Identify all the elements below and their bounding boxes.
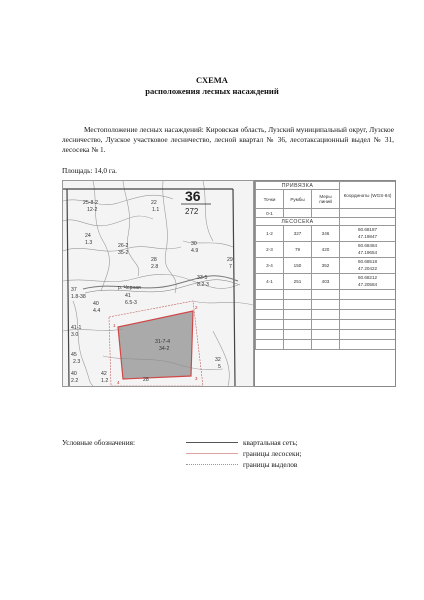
coordinates-table — [254, 180, 396, 387]
table-row: 0-1 — [256, 209, 396, 218]
quarter-number: 36 — [185, 188, 201, 204]
column-header: Координаты (WGS-84) — [340, 182, 396, 209]
legend-line-quarter-network — [186, 442, 238, 443]
parcel-label: 2.3 — [73, 359, 81, 365]
legend-label: Условные обозначения: — [62, 438, 135, 447]
parcel-label: 28 — [151, 257, 157, 263]
quarter-area: 272 — [185, 207, 199, 216]
table-row-empty — [256, 300, 396, 310]
parcel-label: 8.2-3 — [197, 282, 209, 288]
parcel-label: 4.9 — [191, 248, 199, 254]
document-subtitle: расположения лесных насаждений — [145, 86, 279, 96]
table-row: 3-4 150 352 60.68518 47.20422 — [256, 258, 396, 274]
column-header: Румбы — [284, 190, 312, 209]
parcel-label: 1.2 — [101, 378, 109, 384]
parcel-label: 3.0 — [71, 332, 79, 338]
area-text: Площадь: 14,0 га. — [62, 166, 117, 175]
parcel-label: 24 — [85, 233, 91, 239]
parcel-label: 41-1 — [71, 325, 82, 331]
table-row-empty — [256, 330, 396, 340]
table-row-empty — [256, 310, 396, 320]
legend-line-cutting-area — [186, 453, 238, 454]
parcel-label: 25-8-2 — [83, 200, 98, 206]
binding-section-title: ПРИВЯЗКА — [256, 182, 340, 190]
parcel-label: 1.1 — [152, 207, 160, 213]
location-text: Местоположение лесных насаждений: Кировская область, Лузский муниципальный округ, Лузское лесничество, Лузское участковое лесничество, лесной квартал № 36, лесотаксационный выдел № 31, лесосека № 1. — [62, 125, 394, 155]
document-title: СХЕМА — [196, 75, 228, 85]
parcel-label: 28 — [143, 377, 149, 383]
parcel-label: 29 — [227, 257, 233, 263]
table-row-empty — [256, 340, 396, 350]
parcel-label: 32 — [215, 357, 221, 363]
parcel-label: 2.8 — [151, 264, 159, 270]
table-row-empty — [256, 290, 396, 300]
parcel-label: 41 — [125, 293, 131, 299]
parcel-label: 1.8-38 — [71, 294, 86, 300]
location-description — [62, 125, 394, 156]
point-label: 1 — [113, 323, 116, 328]
parcel-label: 6.5-3 — [125, 300, 137, 306]
river-label: р. Черная — [118, 285, 141, 291]
parcel-label: 40 — [71, 371, 77, 377]
table-row: 1-2 327 346 60.68187 47.19847 — [256, 226, 396, 242]
parcel-label: 22 — [151, 200, 157, 206]
point-label: 2 — [195, 305, 198, 310]
parcel-label: 5 — [218, 364, 221, 370]
parcel-label: 26-2 — [118, 243, 129, 249]
table-row: 2-3 79 420 60.68484 47.19654 — [256, 242, 396, 258]
column-header: Меры линий — [312, 190, 340, 209]
parcel-label: 4.4 — [93, 308, 101, 314]
table-row-empty — [256, 320, 396, 330]
forest-map-drawing — [63, 181, 253, 386]
parcel-label: 31-7-4 — [155, 339, 170, 345]
parcel-label: 33-5 — [197, 275, 208, 281]
table-row: 4-1 251 403 60.68212 47.20584 — [256, 274, 396, 290]
parcel-label: 42 — [101, 371, 107, 377]
parcel-label: 40 — [93, 301, 99, 307]
column-header: Точки — [256, 190, 284, 209]
parcel-label: 37 — [71, 287, 77, 293]
point-label: 4 — [117, 380, 120, 385]
parcel-label: 2.2 — [71, 378, 79, 384]
point-label: 3 — [195, 376, 198, 381]
parcel-label: 12-2 — [87, 207, 98, 213]
section-title: ЛЕСОСЕКА — [256, 218, 340, 226]
legend-line-parcels — [186, 464, 238, 465]
parcel-label: 30 — [191, 241, 197, 247]
parcel-label: 34-2 — [159, 346, 170, 352]
forest-map — [62, 180, 254, 387]
parcel-label: 7 — [229, 264, 232, 270]
parcel-label: 1.3 — [85, 240, 93, 246]
parcel-label: 35-2 — [118, 250, 129, 256]
parcel-label: 45 — [71, 352, 77, 358]
